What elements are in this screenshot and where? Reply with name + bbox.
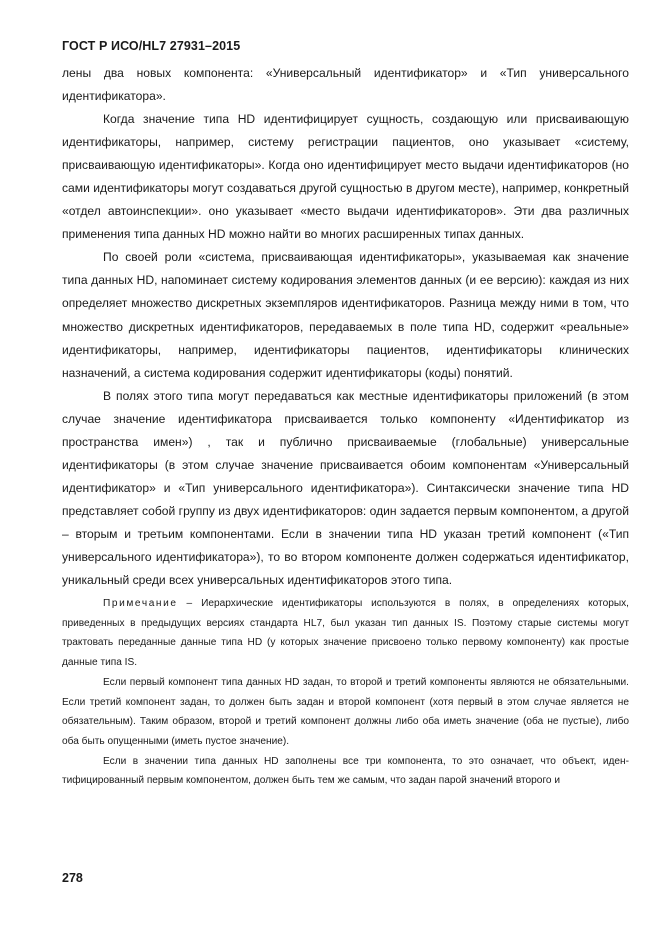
note-label: Примечание [103, 598, 178, 610]
note-text: Иерархические идентификаторы используются в полях, в определениях которых, приведенных в предыдущих версиях стандарта HL7, был указан тип данных IS. Поэтому старые системы могут трактовать переданные данные типа HD (у которых значение присвоено только первому компоненту) как простые данные типа IS. [62, 598, 629, 669]
body-paragraph: По своей роли «система, присваивающая идентификаторы», указываемая как значение типа данных HD, напоминает систему кодирования элементов данных (и ее версию): каждая из них определяет множество дискретных экземпляров идентификаторов. Разница между ними в том, что множество дискретных идентификаторов, передаваемых в поле типа HD, содержит «реальные» идентификаторы, например, идентификаторы пациентов, идентификаторы клинических назначений, а система кодирования содержит идентификаторы (коды) понятий. [62, 250, 629, 380]
note-paragraph [62, 594, 629, 673]
note-paragraph: Если в значении типа данных HD заполнены все три компонента, то это означает, что объект, идентифицированный первым компонентом, должен быть тем же самым, что задан парой значений второго и [62, 755, 629, 787]
page-body [62, 62, 629, 791]
document-header: ГОСТ Р ИСО/HL7 27931–2015 [62, 39, 241, 53]
body-paragraph: лены два новых компонента: «Универсальный идентификатор» и «Тип универсального идентификатора». [62, 66, 629, 104]
body-paragraph: Когда значение типа HD идентифицирует сущность, создающую или присваивающую идентификаторы, например, систему регистрации пациентов, оно указывает «систему, присваивающую идентификаторы». Когда оно идентифицирует место выдачи идентификаторов (но сами идентификаторы могут создаваться другой сущностью в другом месте), например, конкретный «отдел автоинспекции». оно указывает «место выдачи идентификаторов». Эти два различных применения типа данных HD можно найти во многих расширенных типах данных. [62, 112, 629, 242]
body-paragraph: В полях этого типа могут передаваться как местные идентификаторы приложений (в этом случае значение идентификатора присваивается только компоненту «Идентификатор из пространства имен») , так и публично присваиваемые (глобальные) универсальные идентификаторы (в этом случае значение присваивается обоим компонентам «Универсальный идентификатор» и «Тип универсального идентификатора»). Синтаксически значение типа HD представляет собой группу из двух идентификаторов: один задается первым компонентом, а другой – вторым и третьим компонентами. Если в значении типа HD указан третий компонент («Тип универсального идентификатора»), то во втором компоненте должен содержаться идентификатор, уникальный среди всех универсальных идентификаторов этого типа. [62, 388, 629, 588]
note-block [62, 594, 629, 791]
note-dash: – [177, 598, 202, 610]
note-paragraph: Если первый компонент типа данных HD задан, то второй и третий компоненты являются не обязательными. Если третий компонент задан, то должен быть задан и второй компонент (хотя первый в этом случае является не обязательным). Таким образом, второй и третий компонент должны либо оба иметь значение (оба не пустые), либо оба быть опущенными (иметь пустое значение). [62, 676, 629, 747]
page-number: 278 [62, 871, 83, 885]
